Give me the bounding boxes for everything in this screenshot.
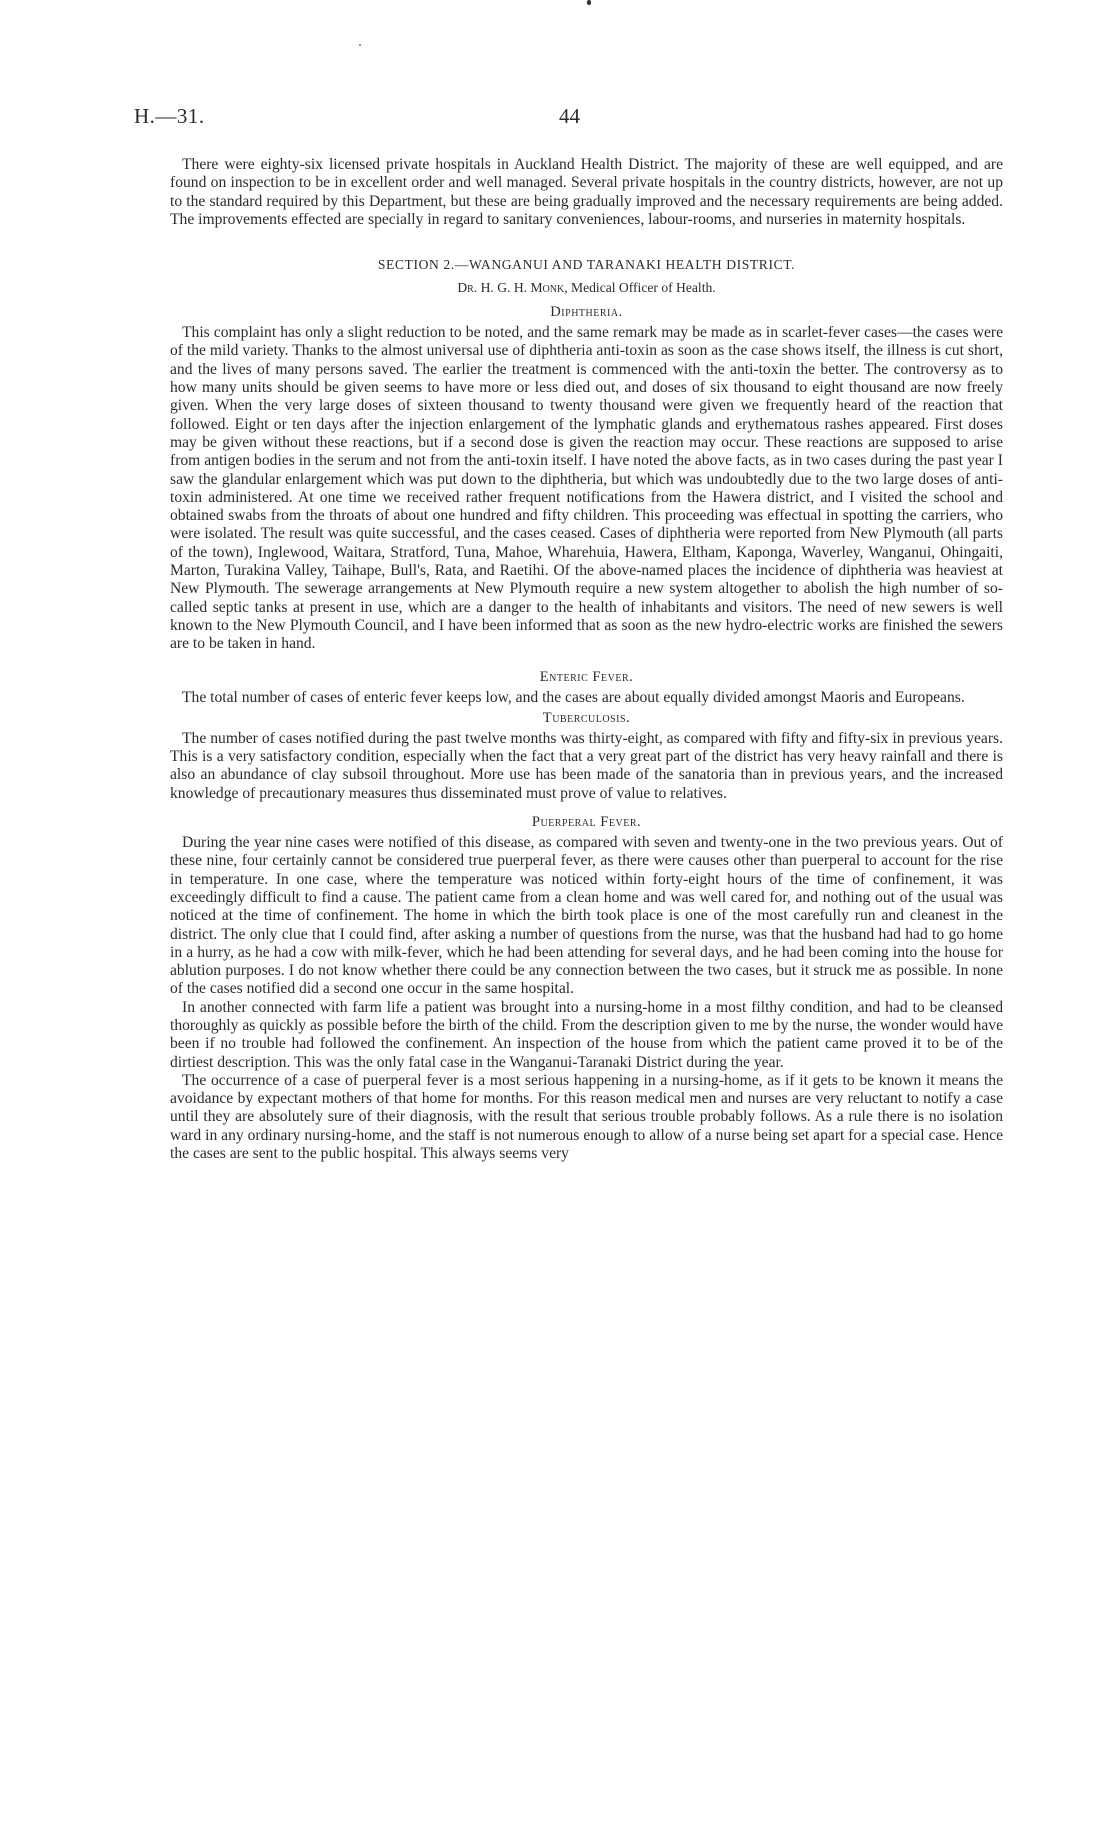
puerperal-paragraph-2: In another connected with farm life a patient was brought into a nursing-home in a most filthy condition, and had to be cleansed thoroughly as quickly as possible before the birth of the child. From the description given to me by the nurse, the wonder would have been if no trouble had followed the confinement. An inspection of the house from which the patient came proved it to be of the dirtiest description. This was the only fatal case in the Wanganui-Taranaki District during the year. [170, 998, 1003, 1071]
puerperal-paragraph-3: The occurrence of a case of puerperal fever is a most serious happening in a nursing-home, as if it gets to be known it means the avoidance by expectant mothers of that home for months. For this reason medical men and nurses are very reluctant to notify a case until they are absolutely sure of their diagnosis, with the result that serious trouble probably follows. As a rule there is no isolation ward in any ordinary nursing-home, and the staff is not numerous enough to allow of a nurse being set apart for a special case. Hence the cases are sent to the public hospital. This always seems very [170, 1071, 1003, 1163]
document-reference: H.—31. [134, 104, 205, 128]
intro-paragraph: There were eighty-six licensed private hospitals in Auckland Health District. The majority of these are well equipped, and are found on inspection to be in excellent order and well managed. Several private hospitals in the country districts, however, are not up to the standard required by this Department, but these are being gradually improved and the necessary requirements are being added. The improvements effected are specially in regard to sanitary conveniences, labour-rooms, and nurseries in maternity hospitals. [170, 156, 1003, 228]
scan-speck [359, 44, 361, 46]
puerperal-paragraph-1: During the year nine cases were notified of this disease, as compared with seven and twenty-one in the two previous years. Out of these nine, four certainly cannot be considered true puerperal fever, as there were causes other than puerperal to account for the rise in temperature. In one case, where the temperature was noticed within forty-eight hours of the time of confinement, it was exceedingly difficult to find a cause. The patient came from a clean home and was well cared for, and nothing out of the usual was noticed at the time of confinement. The home in which the birth took place is one of the most carefully run and cleanest in the district. The only clue that I could find, after asking a number of questions from the nurse, was that the husband had had to go home in a hurry, as he had a cow with milk-fever, which he had been attending for several days, and he had been coming into the house for ablution purposes. I do not know whether there could be any connection between the two cases, but it struck me as possible. In none of the cases notified did a second one occur in the same hospital. [170, 834, 1003, 998]
officer-name: Dr. H. G. H. Monk, [457, 280, 568, 296]
section-title: SECTION 2.—WANGANUI AND TARANAKI HEALTH DISTRICT. [377, 257, 796, 273]
page-body [170, 156, 1003, 1163]
diphtheria-paragraph: This complaint has only a slight reduction to be noted, and the same remark may be made as in scarlet-fever cases—the cases were of the mild variety. Thanks to the almost universal use of diphtheria anti-toxin as soon as the case shows itself, the illness is cut short, and the lives of many persons saved. The earlier the treatment is commenced with the anti-toxin the better. The controversy as to how many units should be given seems to have more or less died out, and doses of six thousand to eight thousand are now freely given. When the very large doses of sixteen thousand to twenty thousand were given we frequently heard of the reaction that followed. Eight or ten days after the injection enlargement of the lymphatic glands and erythematous rashes appeared. First doses may be given without these reactions, but if a second dose is given the reaction may occur. These reactions are supposed to arise from antigen bodies in the serum and not from the anti-toxin itself. I have noted the above facts, as in two cases during the past year I saw the glandular enlargement which was put down to the diphtheria, but which was undoubtedly due to the two large doses of anti-toxin administered. At one time we received rather frequent notifications from the Hawera district, and I visited the school and obtained swabs from the throats of about one hundred and fifty children. This proceeding was effectual in spotting the carriers, who were isolated. The result was quite successful, and the cases ceased. Cases of diphtheria were reported from New Plymouth (all parts of the town), Inglewood, Waitara, Stratford, Tuna, Mahoe, Wharehuia, Hawera, Eltham, Kaponga, Waverley, Wanganui, Ohingaiti, Marton, Turakina Valley, Taihape, Bull's, Rata, and Raetihi. Of the above-named places the incidence of diphtheria was heaviest at New Plymouth. The sewerage arrangements at New Plymouth require a new system altogether to abolish the high number of so-called septic tanks at present in use, which are a danger to the health of inhabitants and visitors. The need of new sewers is well known to the New Plymouth Council, and I have been informed that as soon as the new hydro-electric works are finished the sewers are to be taken in hand. [170, 324, 1003, 653]
page-header [134, 104, 1000, 134]
officer-line [170, 279, 1003, 297]
enteric-heading: Enteric Fever. [539, 668, 634, 685]
tuberculosis-paragraph: The number of cases notified during the past twelve months was thirty-eight, as compared with fifty and fifty-six in previous years. This is a very satisfactory condition, especially when the fact that a very great part of the district has very heavy rainfall and there is also an abundance of clay subsoil throughout. More use has been made of the sanatoria than in previous years, and the increased knowledge of precautionary measures thus disseminated must prove of value to relatives. [170, 729, 1003, 802]
scan-mark [587, 0, 591, 5]
page-number: 44 [559, 104, 580, 128]
puerperal-heading: Puerperal Fever. [531, 814, 642, 831]
enteric-paragraph: The total number of cases of enteric fever keeps low, and the cases are about equally divided amongst Maoris and Europeans. [182, 688, 965, 706]
tuberculosis-heading: Tuberculosis. [542, 709, 631, 726]
officer-role: Medical Officer of Health. [571, 280, 716, 296]
diphtheria-heading: Diphtheria. [550, 304, 623, 321]
